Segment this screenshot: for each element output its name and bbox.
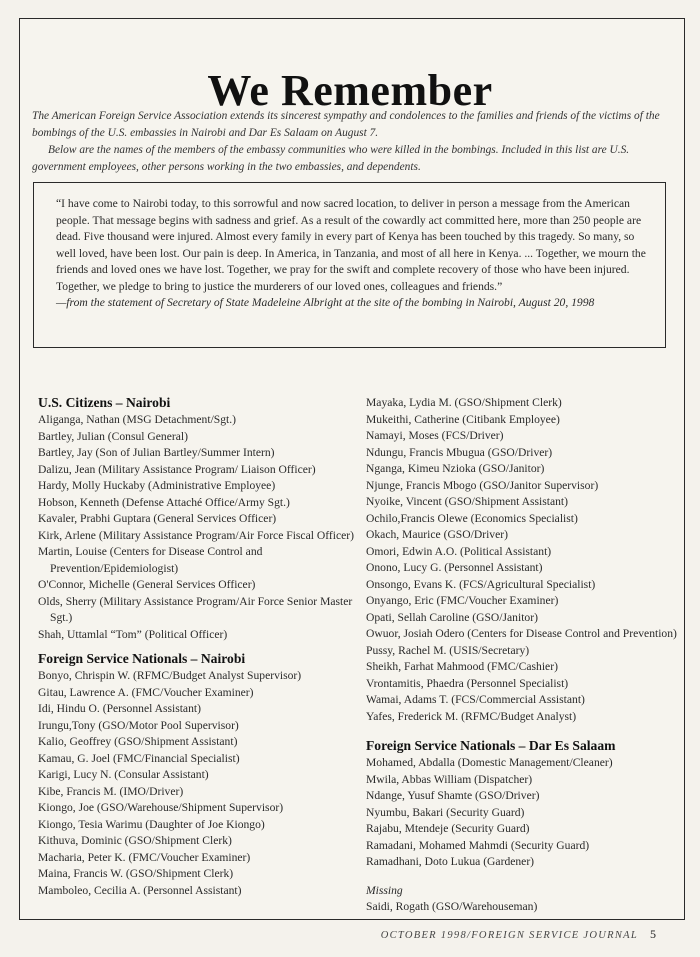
name-list-fsn-dar-es-salaam — [366, 755, 680, 871]
memorial-name: Idi, Hindu O. (Personnel Assistant) — [38, 702, 201, 715]
memorial-name: Omori, Edwin A.O. (Political Assistant) — [366, 544, 552, 558]
page-footer — [381, 927, 656, 942]
memorial-name: Dalizu, Jean (Military Assistance Program/ Liaison Officer) — [38, 462, 316, 476]
memorial-name: Bonyo, Chrispin W. (RFMC/Budget Analyst Supervisor) — [38, 669, 302, 682]
memorial-name: Ndange, Yusuf Shamte (GSO/Driver) — [366, 789, 540, 802]
memorial-name: Okach, Maurice (GSO/Driver) — [366, 528, 508, 541]
name-list-fsn-nairobi — [38, 668, 356, 899]
right-column — [366, 395, 680, 916]
memorial-name: Bartley, Julian (Consul General) — [38, 429, 188, 443]
memorial-name: Karigi, Lucy N. (Consular Assistant) — [38, 768, 209, 781]
section-title-fsn-nairobi: Foreign Service Nationals – Nairobi — [38, 651, 246, 666]
memorial-name: Mohamed, Abdalla (Domestic Management/Cleaner) — [366, 756, 613, 769]
memorial-name: Ochilo,Francis Olewe (Economics Specialist) — [366, 511, 578, 525]
memorial-name: Onsongo, Evans K. (FCS/Agricultural Specialist) — [366, 577, 596, 591]
memorial-name: Martin, Louise (Centers for Disease Control and Prevention/Epidemiologist) — [38, 545, 263, 575]
memorial-name: Nyoike, Vincent (GSO/Shipment Assistant) — [366, 495, 568, 508]
memorial-name: Gitau, Lawrence A. (FMC/Voucher Examiner) — [38, 685, 254, 699]
memorial-name: Pussy, Rachel M. (USIS/Secretary) — [366, 643, 530, 657]
intro-text — [32, 108, 672, 176]
memorial-name: Wamai, Adams T. (FCS/Commercial Assistant) — [366, 693, 585, 706]
quote-text: “I have come to Nairobi today, to this sorrowful and now sacred location, to deliver in person a message from the American people. That message begins with sadness and grief. As a result of the cowardly act committed here, more than 250 people are dead. Five thousand were injured. Almost every family in every part of Kenya has been touched by this tragedy. So many, so well loved, have been lost. Our pain is deep. In America, in Tanzania, and most of all here in Kenya. ... Together, we mourn the friends and loved ones we have lost. Together, we pray for the swift and complete recovery of those who have been injured. Together, we pledge to bring to justice the murderers of our loved ones, colleagues and friends.” — [56, 197, 646, 293]
memorial-name: Rajabu, Mtendeje (Security Guard) — [366, 822, 530, 835]
memorial-name: Mwila, Abbas William (Dispatcher) — [366, 772, 533, 786]
section-title-us-citizens-nairobi: U.S. Citizens – Nairobi — [38, 395, 171, 410]
memorial-name: Vrontamitis, Phaedra (Personnel Specialist) — [366, 676, 569, 690]
memorial-name: Kithuva, Dominic (GSO/Shipment Clerk) — [38, 834, 232, 847]
quote-attribution: —from the statement of Secretary of State Madeleine Albright at the site of the bombing in Nairobi, August 20, 1998 — [56, 296, 595, 309]
page-title: We Remember — [207, 66, 493, 116]
memorial-name: Macharia, Peter K. (FMC/Voucher Examiner) — [38, 850, 251, 864]
memorial-name: Sheikh, Farhat Mahmood (FMC/Cashier) — [366, 660, 558, 673]
memorial-name: Maina, Francis W. (GSO/Shipment Clerk) — [38, 867, 234, 880]
memorial-name: Olds, Sherry (Military Assistance Program/Air Force Senior Master Sgt.) — [38, 594, 353, 624]
section-title-fsn-dar-es-salaam: Foreign Service Nationals – Dar Es Salaam — [366, 738, 616, 753]
memorial-name: Kirk, Arlene (Military Assistance Program/Air Force Fiscal Officer) — [38, 528, 354, 542]
left-column — [38, 394, 356, 899]
name-list-fsn-nairobi-continued — [366, 395, 680, 725]
memorial-name: Mamboleo, Cecilia A. (Personnel Assistant) — [38, 883, 242, 897]
memorial-name: Owuor, Josiah Odero (Centers for Disease Control and Prevention) — [366, 627, 677, 640]
quote-box — [33, 182, 666, 348]
memorial-name: Namayi, Moses (FCS/Driver) — [366, 429, 504, 442]
memorial-name: Nganga, Kimeu Nzioka (GSO/Janitor) — [366, 462, 545, 475]
memorial-name: Onono, Lucy G. (Personnel Assistant) — [366, 561, 543, 574]
intro-paragraph-2: Below are the names of the members of the embassy communities who were killed in the bombings. Included in this list are U.S. government employees, other persons working in the two embassies, and dependents. — [32, 144, 630, 173]
memorial-name: Ramadani, Mohamed Mahmdi (Security Guard) — [366, 838, 590, 852]
memorial-name: Kibe, Francis M. (IMO/Driver) — [38, 784, 184, 798]
memorial-name: Opati, Sellah Caroline (GSO/Janitor) — [366, 610, 538, 624]
memorial-name: Aliganga, Nathan (MSG Detachment/Sgt.) — [38, 413, 237, 426]
memorial-name: Hardy, Molly Huckaby (Administrative Employee) — [38, 479, 276, 492]
name-list-us-citizens-nairobi — [38, 412, 356, 643]
memorial-name: Kiongo, Tesia Warimu (Daughter of Joe Kiongo) — [38, 817, 265, 831]
memorial-name: Shah, Uttamlal “Tom” (Political Officer) — [38, 627, 228, 641]
memorial-name: Ndungu, Francis Mbugua (GSO/Driver) — [366, 445, 553, 459]
memorial-name: Yafes, Frederick M. (RFMC/Budget Analyst) — [366, 709, 577, 723]
memorial-name: Bartley, Jay (Son of Julian Bartley/Summer Intern) — [38, 446, 275, 459]
memorial-name: Irungu,Tony (GSO/Motor Pool Supervisor) — [38, 718, 239, 732]
memorial-name: Hobson, Kenneth (Defense Attaché Office/Army Sgt.) — [38, 495, 290, 509]
memorial-name: Njunge, Francis Mbogo (GSO/Janitor Supervisor) — [366, 478, 599, 492]
memorial-name: Nyumbu, Bakari (Security Guard) — [366, 805, 525, 819]
memorial-name: Kalio, Geoffrey (GSO/Shipment Assistant) — [38, 735, 238, 748]
memorial-name: Kavaler, Prabhi Guptara (General Services Officer) — [38, 512, 277, 525]
memorial-name: O'Connor, Michelle (General Services Officer) — [38, 578, 256, 591]
memorial-name: Ramadhani, Doto Lukua (Gardener) — [366, 855, 535, 868]
memorial-name: Mayaka, Lydia M. (GSO/Shipment Clerk) — [366, 396, 562, 409]
footer-publication: OCTOBER 1998/FOREIGN SERVICE JOURNAL — [380, 930, 638, 941]
page-number: 5 — [650, 927, 656, 941]
memorial-name: Kamau, G. Joel (FMC/Financial Specialist) — [38, 751, 240, 765]
missing-label: Missing — [366, 883, 403, 897]
memorial-name: Mukeithi, Catherine (Citibank Employee) — [366, 412, 560, 426]
memorial-name: Saidi, Rogath (GSO/Warehouseman) — [366, 900, 538, 913]
intro-paragraph-1: The American Foreign Service Association extends its sincerest sympathy and condolences to the families and friends of the victims of the bombings of the U.S. embassies in Nairobi and Dar Es Salaam on August 7. — [32, 110, 660, 139]
memorial-name: Onyango, Eric (FMC/Voucher Examiner) — [366, 594, 559, 607]
memorial-name: Kiongo, Joe (GSO/Warehouse/Shipment Supervisor) — [38, 801, 284, 814]
name-list-missing — [366, 899, 680, 916]
